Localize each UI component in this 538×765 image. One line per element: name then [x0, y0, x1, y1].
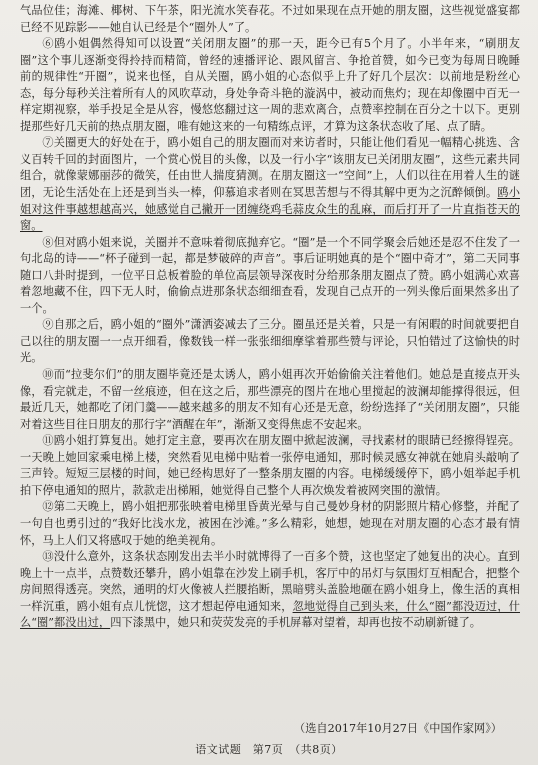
paragraph-text: ⑦关圈更大的好处在于，鸥小姐自己的朋友圈而对来访者时，只能让他们看见一幅精心挑选、含义百转千回的封面图片，一个赏心悦目的头像，以及一行小字“该朋友已关闭朋友圈”，这些元素共同组合，就像蒙娜丽莎的微笑，任由世人揣度猜测。在朋友圈这一“空间”上，人们以往在用着人生的谜团，无论生活处在上还是到当头一棒，仰慕追求者则在冥思苦想与不得其解中更为之沉醉倾倒。 — [20, 136, 520, 200]
paragraph-text: ⑬没什么意外，这条状态刚发出去半小时就博得了一百多个赞，这也坚定了她复出的决心。直到晚上十一点半，点赞数还攀升，鸥小姐靠在沙发上刷手机，客厅中的吊灯与氛围灯互相配合，把整个房间照得透亮。突然，通明的灯火像被人拦腰掐断，黑暗劈头盖脸地砸在鸥小姐身上，像生活的真相一样沉重，鸥小姐有点儿恍惚，这才想起停电通知来， — [20, 550, 520, 613]
paragraph-text: ⑪鸥小姐打算复出。她打定主意，要再次在朋友圈中掀起波澜，寻找素材的眼睛已经擦得锃亮。一天晚上她回家乘电梯上楼，突然看见电梯中贴着一张停电通知，那时候灵感女神就在她肩头敲响了三声铃。短短三层楼的时间，她已经构思好了一整条朋友圈的内容。电梯缓缓停下，鸥小姐举起手机拍下停电通知的照片，款款走出梯厢，她觉得自己整个人再次焕发着被网突围的激情。 — [20, 434, 520, 497]
page-footer: 语文试题 第7页 （共8页） — [195, 743, 343, 756]
paragraph-text: ⑧但对鸥小姐来说，关圈并不意味着彻底抛弃它。“圈”是一个不同学聚会后她还是忍不住发了一句北岛的诗——“杯子碰到一起，都是梦破碎的声音”。事后证明她真的是个“圈中奇才”，第二天同事随口八卦时提到，一位平日总板着脸的单位高层领导深夜时分给那条朋友圈点了赞。鸥小姐满心欢喜着忽地藏不住，四下无人时，偷偷点进那条状态细细查看，发现自己点开的一列头像后面果然多出了一个。 — [20, 235, 520, 315]
paragraph-text: ⑥鸥小姐偶然得知可以设置“关闭朋友圈”的那一天，距今已有5个月了。小半年来，“刷朋友圈”这个事儿逐渐变得拎持而精简，曾经的速播评论、跟风留言、争抢首赞，如今已变为每周日晚睡前的规律性“开圈”，说来也怪，自从关圈，鸥小姐的心态似乎上升了好几个层次：以前地是粉丝心态，每分每秒关注着所有人的风吹草动，身处争奇斗艳的漩涡中，被动而焦灼；现在却像圈中百无一样定期视察，举手投足全是从容，慢悠悠翻过这一周的悲欢离合，点赞率控制在百分之十以下。更别提那些好几天前的热点朋友圈，唯有她这来的一句精练点评，才算为这条状态收了尾、点了睛。 — [20, 37, 520, 133]
underlined-sentence: 忽地觉得自己到头来，什么“圈”都没迈过，什么“圈”都没出过， — [20, 599, 520, 630]
paragraph-p10 — [20, 367, 520, 433]
underlined-sentence: 鸥小姐对这件事越想越高兴，她感觉自己撇开一团缠绕鸡毛蒜皮众生的乱麻，而后打开了一片直指苍天的窗。 — [20, 186, 520, 233]
paragraph-text: 四下漆黑中，她只和荧荧发亮的手机屏幕对望着，却再也按不动刷新键了。 — [110, 616, 482, 630]
paragraph-text: 气品位佳；海滩、椰树、下午茶，阳光流水笑春花。不过如果现在点开她的朋友圈，这些视觉盛宴都已经不见踪影——她自认已经是个“圈外人”了。 — [20, 4, 520, 34]
paragraph-text: ⑫第二天晚上，鸥小姐把那张映着电梯里昏黄光晕与自己曼妙身材的阴影照片精心修整，并配了一句自也勇引过的“我好比浅水龙，被困在沙滩。”多么精彩，她想，她现在对朋友圈的心态才最有情怀，马上人们又将感叹于她的绝美视角。 — [20, 500, 520, 547]
paragraph-p7 — [20, 135, 520, 234]
paragraph-p8 — [20, 235, 520, 318]
article-body — [20, 3, 520, 632]
paragraph-p6 — [20, 36, 520, 135]
source-citation: （选自2017年10月27日《中国作家网》） — [294, 722, 502, 735]
paragraph-p9 — [20, 317, 520, 367]
paragraph-p0 — [20, 3, 520, 36]
paragraph-p12 — [20, 499, 520, 549]
paragraph-p11 — [20, 433, 520, 499]
paragraph-p13 — [20, 549, 520, 632]
paragraph-text: ⑨自那之后，鸥小姐的“圈外”潇洒姿减去了三分。圈虽还是关着，只是一有闲暇的时间就要把自己以往的朋友圈一一点开细看，像数钱一样一张张细细摩挲着那些赞与评论，只怕错过了这愉快的时光。 — [20, 318, 520, 365]
paragraph-text: ⑩而“拉斐尔们”的朋友圈毕竟还是太诱人，鸥小姐再次开始偷偷关注着他们。她总是直接点开头像，看完就走，不留一丝痕迹，但在这之后，那些漂亮的图片在地心里搅起的波澜却能撑得很远，但最近几天，她都吃了闭门羹——越来越多的朋友不知有心还是无意，纷纷选择了“关闭朋友圈”，只能对着这些目往日朋友的那行字“酒醒在年”，渐渐又变得焦虑不安起来。 — [20, 368, 520, 431]
